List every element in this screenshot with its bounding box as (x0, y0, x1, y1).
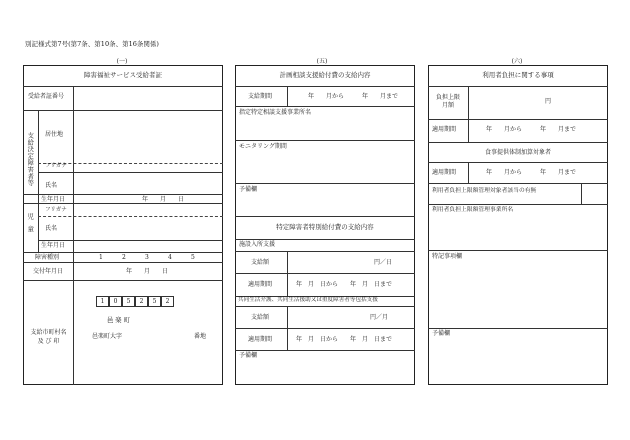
child-birthdate-label: 生年月日 (41, 242, 66, 249)
meal-apply-period-label: 適用期間 (432, 169, 457, 176)
disability-option-2: 2 (122, 254, 126, 261)
municipality-code-digit-1: 1 (96, 296, 109, 307)
monitoring-period-label: モニタリング期間 (239, 143, 287, 150)
panel5-remarks-label: 予備欄 (239, 186, 258, 193)
amount2-label: 支給額 (251, 314, 270, 321)
facility-admission-label: 施設入所支援 (239, 241, 276, 248)
municipality-code-digit-2: 0 (109, 296, 122, 307)
meal-apply-period-value: 年 月から 年 月まで (486, 169, 577, 176)
page-label-1: (一) (116, 58, 128, 65)
certified-person-group-label: 支給決定障害者等 (26, 132, 34, 187)
apply-period-value: 年 月 日から 年 月 日まで (296, 281, 393, 288)
address-label: 居住地 (45, 131, 64, 138)
disability-type-label: 障害種別 (35, 254, 60, 261)
group-care-label: 共同生活介護、共同生活援助又は重度障害者等包括支援 (238, 297, 378, 303)
panel1-title: 障害福祉サービス受給者証 (84, 71, 162, 79)
municipality-code-digit-4: 2 (135, 296, 148, 307)
burden-apply-period-value: 年 月から 年 月まで (486, 126, 577, 133)
panel6-remarks-label: 予備欄 (432, 330, 451, 337)
municipality-code-digit-6: 2 (161, 296, 174, 307)
panel5-title: 計画相談支援給付費の支給内容 (279, 71, 371, 79)
issue-date-value: 年 月 日 (126, 268, 169, 275)
child-group-label: 児童 (26, 213, 34, 238)
recipient-number-label: 受給者証番号 (28, 93, 65, 100)
panel-user-burden (428, 65, 608, 385)
town-address: 邑楽町大字 (92, 333, 123, 340)
disability-option-3: 3 (145, 254, 149, 261)
burden-cap-label: 負担上限 月額 (435, 94, 460, 110)
cap-management-target-label: 利用者負担上限額管理対象者該当の有無 (432, 188, 537, 194)
apply-period2-value: 年 月 日から 年 月 日まで (296, 336, 393, 343)
meal-provision-label: 食事提供体制加算対象者 (484, 149, 551, 156)
municipality-code-digit-3: 5 (122, 296, 135, 307)
consultation-office-label: 指定特定相談支援事業所名 (239, 109, 312, 116)
birthdate-label: 生年月日 (41, 196, 66, 203)
support-period-value: 年 月から 年 月まで (308, 93, 399, 100)
panel6-title: 利用者負担に関する事項 (482, 71, 554, 79)
disability-option-5: 5 (191, 254, 195, 261)
disability-option-1: 1 (99, 254, 103, 261)
form-title: 別記様式第7号(第7条、第10条、第16条関係) (25, 40, 159, 48)
amount-label: 支給額 (251, 259, 270, 266)
page-label-6: (六) (511, 58, 523, 65)
furigana-label: フリガナ (45, 163, 67, 169)
amount-unit-month: 円／月 (370, 314, 389, 321)
issue-date-label: 交付年月日 (33, 268, 64, 275)
special-notes-label: 特記事項欄 (432, 253, 463, 260)
support-period-label: 支給期間 (248, 93, 273, 100)
child-furigana-label: フリガナ (45, 207, 67, 213)
name-label: 氏名 (45, 182, 58, 189)
panel5-remarks2-label: 予備欄 (239, 352, 258, 359)
town-name: 邑 楽 町 (107, 317, 130, 324)
cap-management-office-label: 利用者負担上限額管理事業所名 (432, 207, 514, 213)
apply-period2-label: 適用期間 (248, 336, 273, 343)
apply-period-label: 適用期間 (248, 281, 273, 288)
amount-unit-day: 円／日 (374, 259, 393, 266)
child-name-label: 氏名 (45, 225, 58, 232)
municipality-code-digit-5: 5 (148, 296, 161, 307)
banchi-label: 番地 (194, 333, 207, 340)
birthdate-value: 年 月 日 (142, 196, 185, 203)
burden-cap-unit: 円 (545, 98, 552, 105)
burden-apply-period-label: 適用期間 (432, 126, 457, 133)
municipality-label: 支給市町村名 及 び 印 (30, 329, 67, 345)
disability-option-4: 4 (168, 254, 172, 261)
page-label-5: (五) (316, 58, 328, 65)
special-benefit-title: 特定障害者特別給付費の支給内容 (276, 223, 374, 231)
